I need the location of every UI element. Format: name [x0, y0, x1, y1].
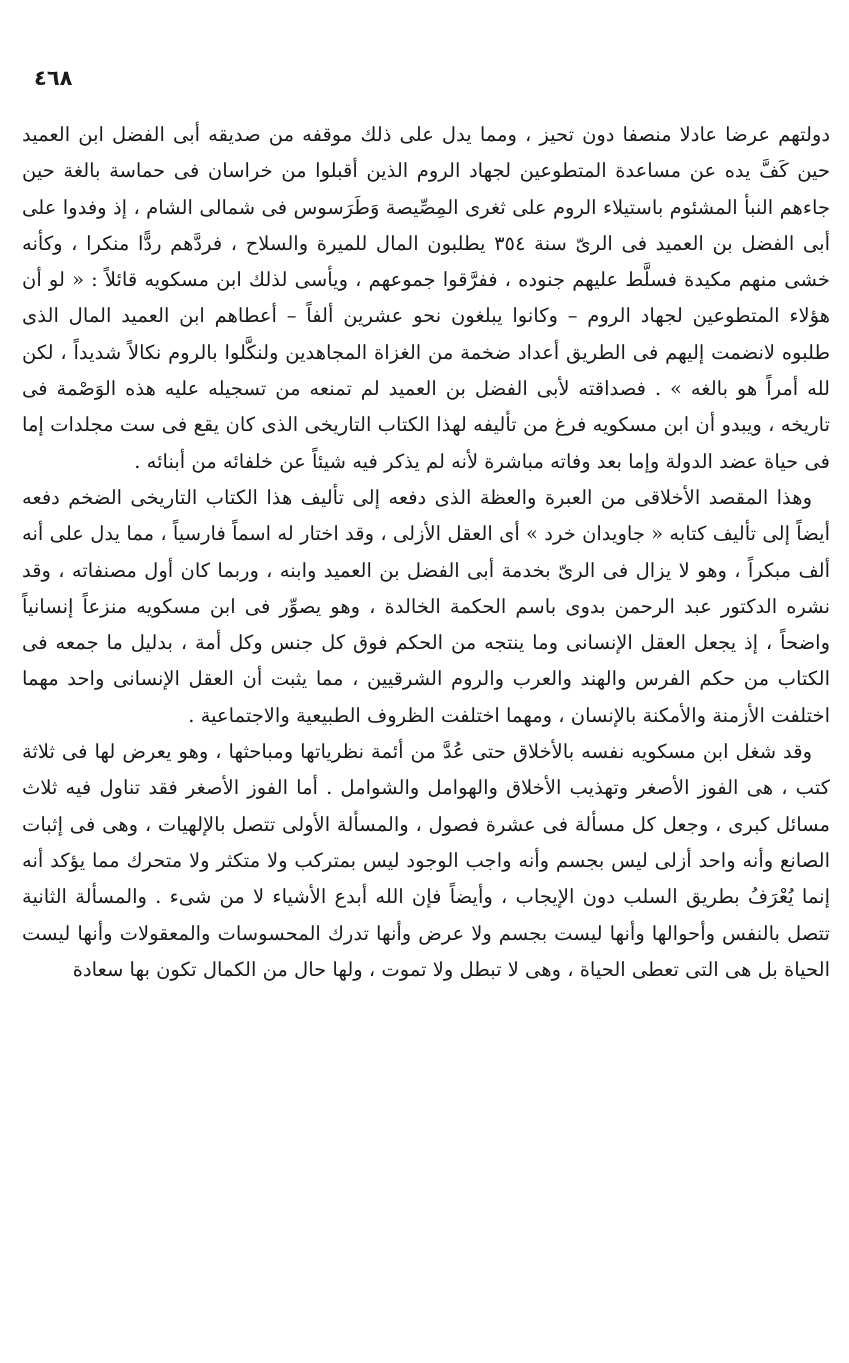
paragraph-3: وقد شغل ابن مسكويه نفسه بالأخلاق حتى عُدَّ من أئمة نظرياتها ومباحثها ، وهو يعرض لها فى ثلاثة كتب ، هى الفوز الأصغر وتهذيب الأخلاق والهوامل والشوامل . أما الفوز الأصغر فقد تناول فيه ثلاث مسائل كبرى ، وجعل كل مسألة فى عشرة فصول ، والمسألة الأولى تتصل بالإلهيات ، وهى فى إثبات الصانع وأنه واحد أزلى ليس بجسم وأنه واجب الوجود ليس بمتركب ولا متكثر ولا متحرك مما يؤكد أنه إنما يُعْرَفُ بطريق السلب دون الإيجاب ، وأيضاً فإن الله أبدع الأشياء لا من شىء . والمسألة الثانية تتصل بالنفس وأحوالها وأنها ليست بجسم ولا عرض وأنها تدرك المحسوسات والمعقولات وأنها ليست الحياة بل هى التى تعطى الحياة ، وهى لا تبطل ولا تموت ، ولها حال من الكمال تكون بها سعادة [22, 740, 830, 981]
body-text [22, 117, 830, 988]
page-number: ٤٦٨ [34, 66, 73, 90]
paragraph-2: وهذا المقصد الأخلاقى من العبرة والعظة الذى دفعه إلى تأليف هذا الكتاب التاريخى الضخم دفعه أيضاً إلى تأليف كتابه « جاويدان خرد » أى العقل الأزلى ، وقد اختار له اسماً فارسياً ، مما يدل على أنه ألف مبكراً ، وهو لا يزال فى الرىّ بخدمة أبى الفضل بن العميد وابنه ، وربما كان أول مصنفاته ، وقد نشره الدكتور عبد الرحمن بدوى باسم الحكمة الخالدة ، وهو يصوِّر فى ابن مسكويه منزعاً إنسانياً واضحاً ، إذ يجعل العقل الإنسانى وما ينتجه من الحكم فوق كل جنس وكل أمة ، بدليل ما جمعه فى الكتاب من حكم الفرس والهند والعرب والروم الشرقيين ، مما يثبت أن العقل الإنسانى واحد مهما اختلفت الأزمنة والأمكنة بالإنسان ، ومهما اختلفت الظروف الطبيعية والاجتماعية . [22, 485, 830, 727]
paragraph-1: دولتهم عرضا عادلا منصفا دون تحيز ، ومما يدل على ذلك موقفه من صديقه أبى الفضل ابن العميد حين كَفَّ يده عن مساعدة المتطوعين لجهاد الروم الذين أقبلوا من خراسان فى حماسة بالغة حين جاءهم النبأ المشئوم باستيلاء الروم على ثغرى المِصِّيصة وَطَرَسوس فى شمالى الشام ، إذ وفدوا على أبى الفضل بن العميد فى الرىّ سنة ٣٥٤ يطلبون المال للميرة والسلاح ، فردَّهم ردًّا منكرا ، وكأنه خشى منهم مكيدة فسلَّط عليهم جنوده ، ففرَّقوا جموعهم ، ويأسى لذلك ابن مسكويه قائلاً : « لو أن هؤلاء المتطوعين لجهاد الروم – وكانوا يبلغون نحو عشرين ألفاً – أعطاهم ابن العميد المال الذى طلبوه لانضمت إليهم فى الطريق أعداد ضخمة من الغزاة المجاهدين ولنكَّلوا بالروم نكالاً شديداً ، لكن لله أمراً هو بالغه » . فصداقته لأبى الفضل بن العميد لم تمنعه من تسجيله عليه هذه الوَصْمة فى تاريخه ، ويبدو أن ابن مسكويه فرغ من تأليفه لهذا الكتاب التاريخى الذى كان يقع فى ست مجلدات إما فى حياة عضد الدولة وإما بعد وفاته مباشرة لأنه لم يذكر فيه شيئاً عن خلفائه من أبنائه . [22, 123, 830, 473]
